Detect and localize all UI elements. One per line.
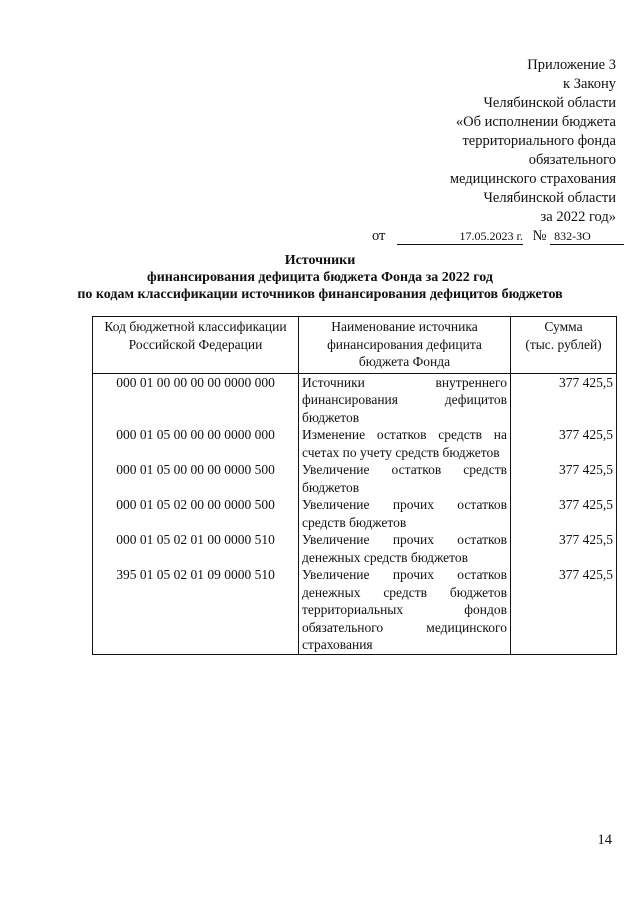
table-row	[93, 531, 617, 566]
row-sum: 377 425,5	[511, 373, 617, 426]
appendix-line: Приложение 3	[527, 57, 616, 73]
table-row	[93, 566, 617, 654]
appendix-line: Челябинской области	[483, 95, 616, 111]
header-name-line: бюджета Фонда	[358, 354, 451, 369]
page-number: 14	[597, 832, 612, 848]
title-line: Источники	[284, 253, 356, 268]
appendix-line: обязательного	[528, 152, 616, 168]
row-code: 000 01 05 00 00 00 0000 500	[93, 461, 299, 496]
table-row	[93, 496, 617, 531]
row-sum: 377 425,5	[511, 496, 617, 531]
row-name: Изменение остатков средств на счетах по учету средств бюджетов	[299, 426, 511, 461]
row-sum: 377 425,5	[511, 531, 617, 566]
law-date-line	[372, 228, 624, 245]
header-name-line: Наименование источника	[331, 319, 478, 334]
table-row	[93, 461, 617, 496]
table-row	[93, 426, 617, 461]
row-name: Источники внутреннего финансирования дефицитов бюджетов	[299, 373, 511, 426]
header-sum	[511, 317, 617, 374]
appendix-block	[450, 56, 616, 227]
row-code: 395 01 05 02 01 09 0000 510	[93, 566, 299, 654]
appendix-line: медицинского страхования	[449, 171, 616, 187]
row-code: 000 01 00 00 00 00 0000 000	[93, 373, 299, 426]
row-code: 000 01 05 02 00 00 0000 500	[93, 496, 299, 531]
appendix-line: «Об исполнении бюджета	[455, 114, 616, 130]
law-date: 17.05.2023 г.	[397, 229, 523, 245]
header-name-line: финансирования дефицита	[327, 336, 482, 352]
header-name	[299, 317, 511, 374]
header-code-line: Российской Федерации	[128, 336, 263, 352]
appendix-line: к Закону	[563, 76, 616, 92]
row-name: Увеличение прочих остатков денежных средств бюджетов	[299, 531, 511, 566]
row-sum: 377 425,5	[511, 566, 617, 654]
row-code: 000 01 05 00 00 00 0000 000	[93, 426, 299, 461]
document-title	[0, 252, 640, 303]
header-code-line: Код бюджетной классификации	[104, 319, 287, 334]
appendix-line: Челябинской области	[483, 190, 616, 206]
header-code	[93, 317, 299, 374]
header-sum-line: Сумма	[544, 319, 583, 334]
number-prefix: №	[532, 228, 547, 244]
appendix-line: за 2022 год»	[540, 209, 616, 225]
date-prefix: от	[372, 228, 386, 244]
table-header-row	[93, 317, 617, 374]
title-line: финансирования дефицита бюджета Фонда за 2022 год	[147, 270, 493, 285]
row-name: Увеличение прочих остатков средств бюджетов	[299, 496, 511, 531]
row-name: Увеличение прочих остатков денежных средств бюджетов территориальных фондов обязательного медицинского страхования	[299, 566, 511, 654]
financing-sources-table	[92, 316, 617, 655]
table-row	[93, 373, 617, 426]
row-name: Увеличение остатков средств бюджетов	[299, 461, 511, 496]
appendix-line: территориального фонда	[462, 133, 616, 149]
law-number: 832-ЗО	[550, 229, 624, 245]
header-sum-line: (тыс. рублей)	[525, 336, 602, 352]
row-sum: 377 425,5	[511, 461, 617, 496]
title-line: по кодам классификации источников финансирования дефицитов бюджетов	[77, 287, 563, 302]
row-sum: 377 425,5	[511, 426, 617, 461]
row-code: 000 01 05 02 01 00 0000 510	[93, 531, 299, 566]
